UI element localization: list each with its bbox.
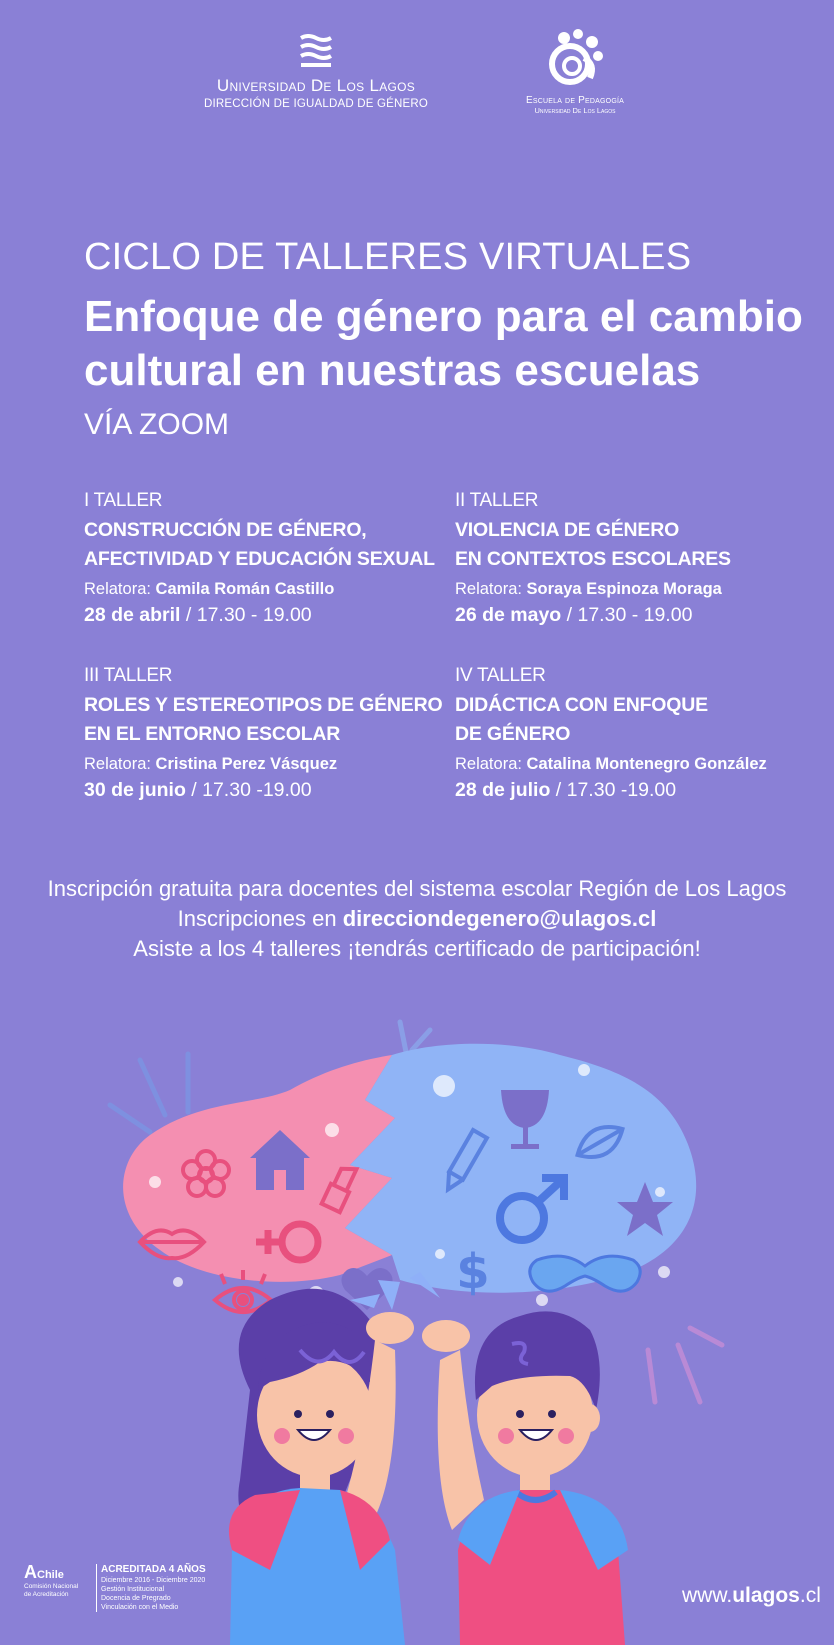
- time: / 17.30 - 19.00: [180, 604, 312, 626]
- speaker-label: Relatora:: [84, 580, 156, 598]
- girl-figure: [229, 1289, 414, 1645]
- time: / 17.30 -19.00: [550, 779, 677, 801]
- website-link[interactable]: [682, 1584, 821, 1608]
- info-line-3: Asiste a los 4 talleres ¡tendrás certificado de participación!: [133, 936, 701, 961]
- accreditation-block: [96, 1564, 206, 1612]
- boy-fist: [422, 1320, 470, 1352]
- figures-logo-icon: [542, 28, 608, 88]
- blue-speech-bubble: [345, 1044, 696, 1293]
- date: 28 de abril: [84, 604, 181, 626]
- workshop-title: [84, 516, 444, 574]
- time: / 17.30 -19.00: [185, 779, 312, 801]
- workshop-speaker: [455, 580, 815, 599]
- headline-line-2: cultural en nuestras escuelas: [84, 346, 701, 395]
- web-brand: ulagos: [732, 1584, 800, 1607]
- dollar-icon: $: [456, 1244, 490, 1300]
- workshop-number: IV TALLER: [455, 665, 546, 686]
- headline-line-1: Enfoque de género para el cambio: [84, 292, 803, 341]
- info-prefix: Inscripciones en: [177, 906, 343, 931]
- via-zoom: VÍA ZOOM: [84, 408, 230, 441]
- workshop-title-line: ROLES Y ESTEREOTIPOS DE GÉNERO: [84, 694, 443, 716]
- main-headline: [84, 290, 804, 398]
- cna-logo-text: Chile: [37, 1569, 64, 1581]
- web-prefix: www.: [682, 1584, 733, 1607]
- cycle-title: CICLO DE TALLERES VIRTUALES: [84, 236, 692, 278]
- workshop-3: [84, 665, 444, 802]
- speaker-name: Catalina Montenegro González: [526, 755, 767, 773]
- university-unit: DIRECCIÓN DE IGUALDAD DE GÉNERO: [203, 98, 429, 110]
- workshop-title: [455, 516, 815, 574]
- workshop-speaker: [455, 755, 815, 774]
- accreditation-period: Diciembre 2016 - Diciembre 2020: [101, 1577, 206, 1584]
- speaker-name: Camila Román Castillo: [155, 580, 335, 598]
- registration-info: [0, 874, 834, 964]
- wave-logo-icon: [299, 34, 333, 70]
- speaker-label: Relatora:: [84, 755, 156, 773]
- accreditation-area: Docencia de Pregrado: [101, 1595, 171, 1602]
- workshop-title-line: VIOLENCIA DE GÉNERO: [455, 519, 680, 541]
- speaker-label: Relatora:: [455, 580, 527, 598]
- workshop-speaker: [84, 755, 444, 774]
- workshop-title-line: DE GÉNERO: [455, 723, 571, 745]
- speaker-name: Cristina Perez Vásquez: [155, 755, 338, 773]
- cna-line-1: Comisión Nacional: [24, 1583, 79, 1590]
- pedagogia-logo: [520, 28, 630, 115]
- workshop-date: [455, 604, 815, 627]
- cna-line-2: de Acreditación: [24, 1591, 69, 1598]
- date: 30 de junio: [84, 779, 186, 801]
- workshop-number: III TALLER: [84, 665, 173, 686]
- school-university: Universidad De Los Lagos: [534, 106, 616, 115]
- workshop-speaker: [84, 580, 444, 599]
- accreditation-area: Vinculación con el Medio: [101, 1604, 179, 1611]
- info-line-1: Inscripción gratuita para docentes del sistema escolar Región de Los Lagos: [47, 876, 787, 901]
- date: 28 de julio: [455, 779, 551, 801]
- date: 26 de mayo: [455, 604, 562, 626]
- deco-lines-right: [648, 1328, 722, 1402]
- university-name: Universidad De Los Lagos: [216, 76, 416, 95]
- workshop-date: [455, 779, 815, 802]
- boy-figure: [422, 1311, 628, 1645]
- workshop-title-line: EN CONTEXTOS ESCOLARES: [455, 548, 731, 570]
- time: / 17.30 - 19.00: [561, 604, 693, 626]
- ulagos-logo: [200, 34, 432, 110]
- workshop-number: I TALLER: [84, 490, 163, 511]
- workshop-title-line: CONSTRUCCIÓN DE GÉNERO,: [84, 519, 367, 541]
- web-suffix: .cl: [799, 1584, 821, 1607]
- workshop-date: [84, 604, 444, 627]
- girl-fist: [366, 1312, 414, 1344]
- workshop-title: [84, 691, 444, 749]
- accreditation-area: Gestión Institucional: [101, 1586, 165, 1593]
- gender-illustration: [0, 1010, 834, 1645]
- workshop-4: [455, 665, 815, 802]
- accreditation-title: ACREDITADA 4 AÑOS: [101, 1564, 206, 1575]
- workshop-date: [84, 779, 444, 802]
- speaker-label: Relatora:: [455, 755, 527, 773]
- speaker-name: Soraya Espinoza Moraga: [526, 580, 722, 598]
- workshop-2: [455, 490, 815, 627]
- workshop-title: [455, 691, 815, 749]
- email-link[interactable]: direcciondegenero@ulagos.cl: [342, 906, 657, 931]
- workshop-title-line: DIDÁCTICA CON ENFOQUE: [455, 694, 708, 716]
- info-line-2: [0, 904, 834, 934]
- workshop-title-line: EN EL ENTORNO ESCOLAR: [84, 723, 341, 745]
- workshop-title-line: AFECTIVIDAD Y EDUCACIÓN SEXUAL: [84, 548, 435, 570]
- school-name: Escuela de Pedagogía: [526, 95, 624, 106]
- cna-logo: [24, 1562, 96, 1599]
- cna-mark: AChile: [24, 1562, 64, 1582]
- workshop-1: [84, 490, 444, 627]
- workshop-number: II TALLER: [455, 490, 539, 511]
